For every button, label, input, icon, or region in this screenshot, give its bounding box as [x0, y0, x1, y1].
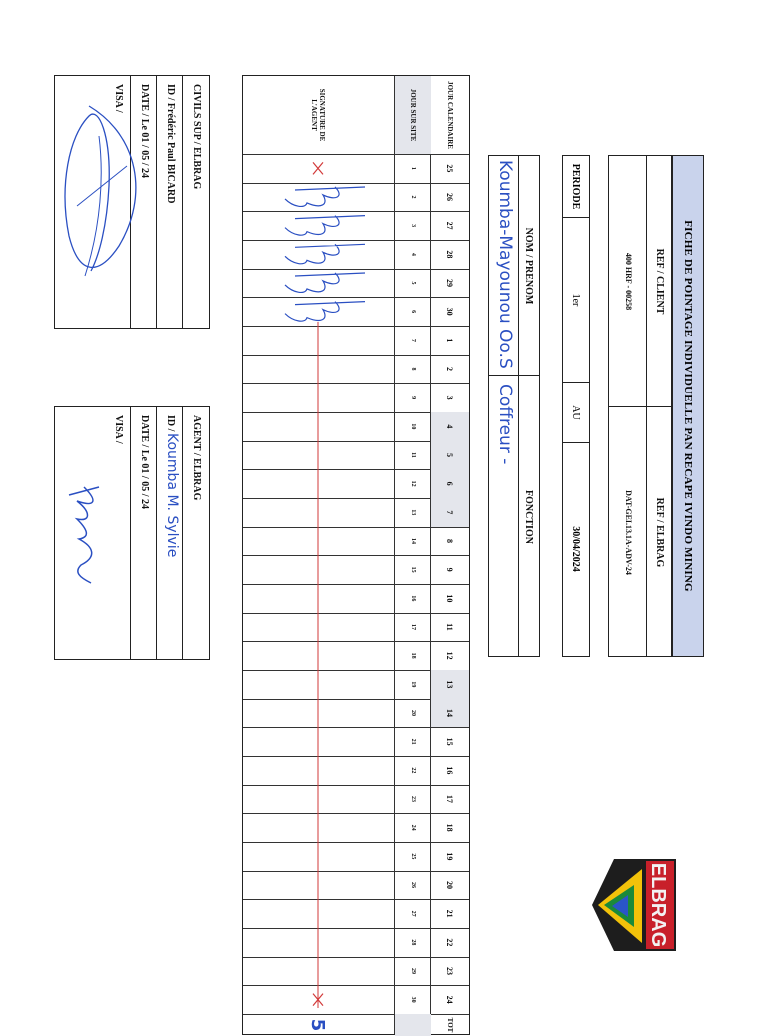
daily-signature	[285, 273, 365, 292]
calendar-day: 24	[445, 995, 455, 1004]
calendar-day: 1	[445, 338, 455, 343]
site-day: 6	[410, 310, 416, 314]
document-title: FICHE DE POINTAGE INDIVIDUELLE PAN RECAPE IVINDO MINING	[672, 155, 704, 657]
total-value: 5	[307, 1018, 329, 1032]
calendar-day: 18	[445, 823, 455, 832]
site-day: 11	[410, 452, 416, 458]
calendar-day: 21	[445, 909, 455, 918]
total-label: TOT	[446, 1017, 454, 1033]
agent-signature-box	[54, 406, 210, 660]
period-to: 30/04/2024	[570, 526, 582, 572]
client-box-date: DATE / Le 01 / 05 / 24	[139, 84, 150, 178]
site-day: 2	[410, 195, 416, 199]
calendar-day: 15	[445, 737, 455, 746]
ref-elbrag-value: DAT-GEI.13.1A-ADV-24	[624, 490, 633, 575]
client-signature-scribble	[53, 76, 209, 330]
name-label: NOM / PRENOM	[523, 227, 534, 305]
site-day: 25	[410, 853, 416, 860]
site-day: 21	[410, 738, 416, 745]
red-mark-start	[313, 162, 323, 174]
calendar-day: 23	[445, 966, 455, 975]
calendar-day: 3	[445, 395, 455, 400]
site-day: 16	[410, 595, 416, 602]
function-value: Coffreur -	[495, 384, 515, 465]
calendar-day: 26	[445, 192, 455, 201]
calendar-day: 22	[445, 938, 455, 947]
site-day: 18	[410, 652, 416, 659]
agent-box-visa: VISA /	[113, 415, 124, 444]
site-day: 28	[410, 939, 416, 946]
calendar-day: 25	[445, 164, 455, 173]
calendar-day: 12	[445, 651, 455, 660]
site-day: 5	[410, 281, 416, 285]
period-to-label: AU	[563, 383, 589, 443]
calendar-day: 17	[445, 794, 455, 803]
calendar-day: 8	[445, 538, 455, 543]
site-day: 10	[410, 423, 416, 430]
site-day: 3	[410, 224, 416, 228]
calendar-day: 16	[445, 766, 455, 775]
calendar-day: 7	[445, 510, 455, 515]
site-day: 24	[410, 824, 416, 831]
agent-box-date: DATE / Le 01 / 05 / 24	[139, 415, 150, 509]
client-signature-box	[54, 75, 210, 329]
site-day: 27	[410, 910, 416, 917]
daily-signature	[285, 244, 365, 263]
period-table	[562, 155, 590, 657]
site-day: 30	[410, 996, 416, 1003]
calendar-day: 5	[445, 452, 455, 457]
agent-box-id-label: ID /	[165, 415, 176, 432]
calendar-day: 13	[445, 680, 455, 689]
calendar-day: 28	[445, 250, 455, 259]
function-label: FONCTION	[523, 490, 534, 544]
site-day: 20	[410, 709, 416, 716]
elbrag-logo	[588, 855, 684, 957]
reference-table	[608, 155, 672, 657]
site-day: 9	[410, 396, 416, 400]
calendar-day: 2	[445, 366, 455, 371]
ref-client-value: 400 HRF - 00258	[624, 252, 633, 311]
calendar-day: 10	[445, 594, 455, 603]
site-day: 12	[410, 480, 416, 487]
site-day: 13	[410, 509, 416, 516]
site-day: 7	[410, 338, 416, 342]
site-day: 19	[410, 681, 416, 688]
calendar-day: 14	[445, 708, 455, 717]
calendar-day: 9	[445, 567, 455, 572]
site-day: 29	[410, 967, 416, 974]
grid-row-label: SIGNATURE DE L'AGENT	[310, 88, 326, 142]
calendar-day: 30	[445, 307, 455, 316]
ref-client-label: REF / CLIENT	[654, 248, 665, 315]
calendar-day: 19	[445, 852, 455, 861]
agent-box-id-value: Koumba M. Sylvie	[164, 433, 180, 558]
calendar-day: 6	[445, 481, 455, 486]
client-box-visa: VISA /	[113, 84, 124, 113]
calendar-day: 11	[445, 623, 455, 631]
name-function-table	[488, 155, 540, 657]
calendar-day: 27	[445, 221, 455, 230]
grid-row-label: JOUR CALENDAIRE	[446, 81, 454, 149]
period-from: 1er	[563, 218, 589, 383]
client-box-title: CIVILS SUP / ELBRAG	[191, 84, 202, 190]
site-day: 22	[410, 767, 416, 774]
svg-text:ELBRAG: ELBRAG	[647, 862, 669, 948]
agent-signature-scribble	[53, 407, 209, 661]
client-box-id: ID / Frédéric Paul BICARD	[165, 84, 176, 204]
site-day: 8	[410, 367, 416, 371]
daily-signature	[285, 187, 365, 206]
daily-signature	[285, 216, 365, 235]
site-day: 14	[410, 537, 416, 544]
site-day: 23	[410, 795, 416, 802]
site-day: 1	[410, 166, 416, 170]
site-day: 26	[410, 881, 416, 888]
daily-signature	[285, 302, 365, 321]
site-day: 17	[410, 623, 416, 630]
agent-box-title: AGENT / ELBRAG	[191, 415, 202, 501]
daily-signatures-layer	[241, 76, 469, 1036]
name-value: Koumba-Mayounou Oo.S	[495, 160, 515, 369]
calendar-day: 4	[445, 424, 455, 429]
site-day: 15	[410, 566, 416, 573]
period-label: PERIODE	[563, 156, 589, 218]
ref-elbrag-label: REF / ELBRAG	[654, 497, 665, 568]
attendance-grid	[242, 75, 470, 1035]
calendar-day: 20	[445, 880, 455, 889]
calendar-day: 29	[445, 278, 455, 287]
site-day: 4	[410, 252, 416, 256]
grid-row-label: JOUR SUR SITE	[395, 76, 431, 154]
